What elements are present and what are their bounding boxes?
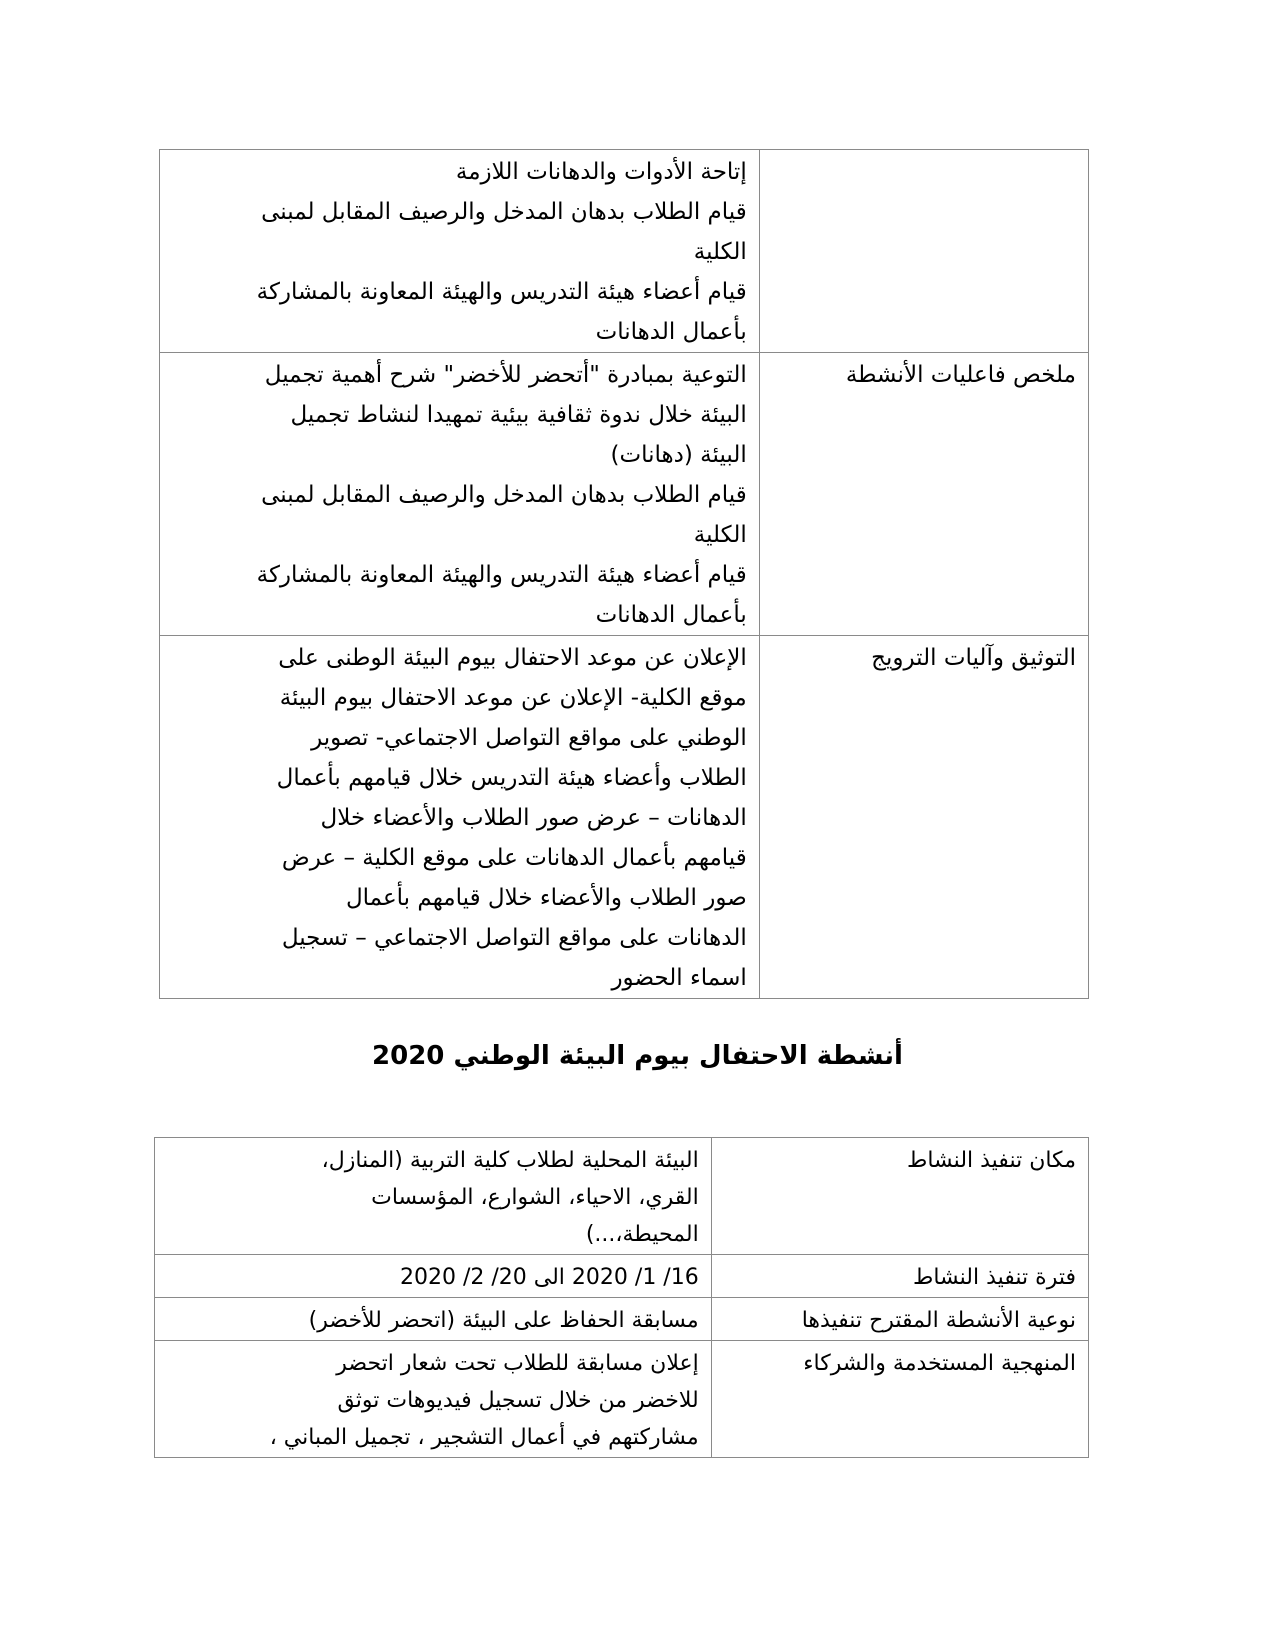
text-line: اسماء الحضور: [611, 965, 747, 991]
text-line: قيامهم بأعمال الدهانات على موقع الكلية – عرض: [281, 845, 747, 871]
activity-details-table: [154, 1137, 1089, 1458]
row-value: [160, 636, 760, 999]
text-line: إعلان مسابقة للطلاب تحت شعار اتحضر: [336, 1351, 699, 1376]
text-line: البيئة خلال ندوة ثقافية بيئية تمهيدا لنشاط تجميل: [290, 402, 747, 428]
text-line: التوعية بمبادرة "أتحضر للأخضر" شرح أهمية تجميل: [264, 362, 747, 388]
text-line: قيام الطلاب بدهان المدخل والرصيف المقابل لمبنى: [261, 482, 747, 508]
row-value: [160, 353, 760, 636]
table-row: [160, 150, 1089, 353]
row-label: المنهجية المستخدمة والشركاء: [711, 1341, 1088, 1458]
text-line: قيام الطلاب بدهان المدخل والرصيف المقابل لمبنى: [261, 199, 747, 225]
text-line: بأعمال الدهانات: [595, 602, 747, 628]
table-row: [160, 353, 1089, 636]
table-row: [155, 1138, 1089, 1255]
row-value: [155, 1298, 712, 1341]
text-line: مسابقة الحفاظ على البيئة (اتحضر للأخضر): [308, 1308, 699, 1333]
text-line: الوطني على مواقع التواصل الاجتماعي- تصوير: [311, 725, 747, 751]
activity-summary-table: [159, 149, 1089, 999]
row-label: التوثيق وآليات الترويج: [759, 636, 1088, 999]
row-value: [155, 1138, 712, 1255]
text-line: إتاحة الأدوات والدهانات اللازمة: [455, 159, 747, 185]
row-label: ملخص فاعليات الأنشطة: [759, 353, 1088, 636]
text-line: الإعلان عن موعد الاحتفال بيوم البيئة الوطنى على: [278, 645, 747, 671]
text-line: البيئة المحلية لطلاب كلية التربية (المنازل،: [321, 1148, 699, 1173]
text-line: الدهانات – عرض صور الطلاب والأعضاء خلال: [320, 805, 747, 831]
row-label: [759, 150, 1088, 353]
text-line: مشاركتهم في أعمال التشجير ، تجميل المباني ،: [269, 1425, 699, 1450]
text-line: صور الطلاب والأعضاء خلال قيامهم بأعمال: [345, 885, 747, 911]
text-line: بأعمال الدهانات: [595, 319, 747, 345]
text-line: للاخضر من خلال تسجيل فيديوهات توثق: [337, 1388, 699, 1413]
table-row: [160, 636, 1089, 999]
row-value: [155, 1341, 712, 1458]
row-label: فترة تنفيذ النشاط: [711, 1255, 1088, 1298]
row-label: مكان تنفيذ النشاط: [711, 1138, 1088, 1255]
text-line: القري، الاحياء، الشوارع، المؤسسات: [371, 1185, 699, 1210]
text-line: الكلية: [693, 522, 747, 548]
text-line: الدهانات على مواقع التواصل الاجتماعي – تسجيل: [281, 925, 747, 951]
text-line: موقع الكلية- الإعلان عن موعد الاحتفال بيوم البيئة: [279, 685, 747, 711]
row-value: [160, 150, 760, 353]
row-value: [155, 1255, 712, 1298]
text-line: قيام أعضاء هيئة التدريس والهيئة المعاونة بالمشاركة: [256, 562, 747, 588]
table-row: [155, 1341, 1089, 1458]
table-row: [155, 1255, 1089, 1298]
text-line: الطلاب وأعضاء هيئة التدريس خلال قيامهم بأعمال: [276, 765, 747, 791]
text-line: المحيطة،...): [585, 1222, 699, 1247]
table-row: [155, 1298, 1089, 1341]
text-line: 16/ 1/ 2020 الى 20/ 2/ 2020: [399, 1265, 699, 1290]
row-label: نوعية الأنشطة المقترح تنفيذها: [711, 1298, 1088, 1341]
text-line: البيئة (دهانات): [610, 442, 747, 468]
text-line: الكلية: [693, 239, 747, 265]
section-heading: أنشطة الاحتفال بيوم البيئة الوطني 2020: [372, 1041, 903, 1071]
text-line: قيام أعضاء هيئة التدريس والهيئة المعاونة بالمشاركة: [256, 279, 747, 305]
